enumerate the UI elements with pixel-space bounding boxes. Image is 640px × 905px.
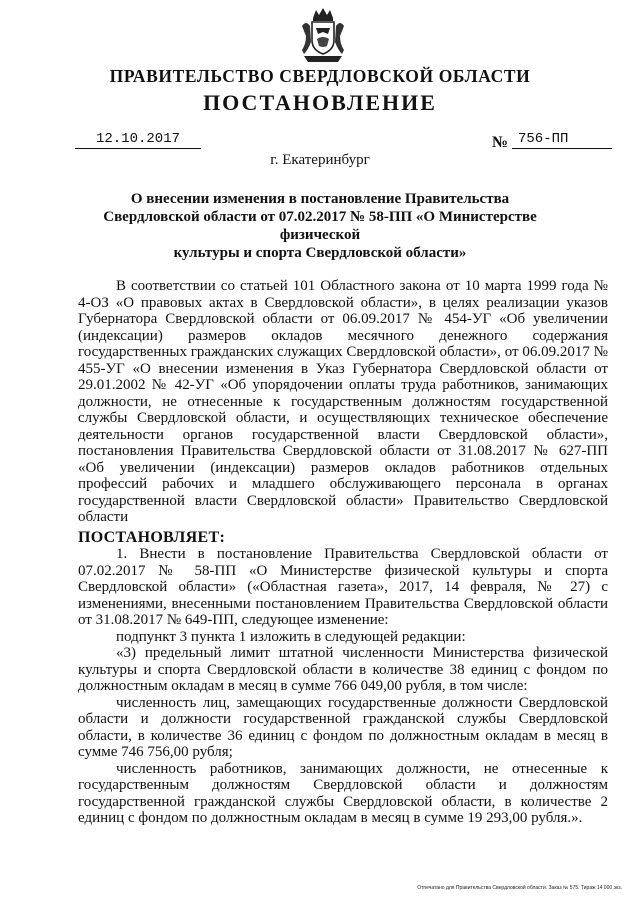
document-title [70,190,570,262]
organization-title: ПРАВИТЕЛЬСТВО СВЕРДЛОВСКОЙ ОБЛАСТИ [109,66,531,86]
document-date: 12.10.2017 [75,131,201,149]
document-number: 756-ПП [512,131,612,149]
quote-paragraph: численность работников, занимающих должности, не отнесенные к государственным должностям Свердловской области и должностям государственной гражданской службы Свердловской области, в количестве 2 единиц с фондом по должностным окладам в месяц в сумме 19 293,00 рубля.». [78,760,608,826]
title-line: О внесении изменения в постановление Правительства [130,191,510,207]
coat-of-arms-icon [298,6,348,64]
city: г. Екатеринбург [270,152,370,168]
quote-paragraph: численность лиц, замещающих государственные должности Свердловской области и должности государственной гражданской службы Свердловской области, в количестве 36 единиц с фондом по должностным окладам в месяц в сумме 746 756,00 рубля; [78,694,608,760]
quote-paragraph: «3) предельный лимит штатной численности Министерства физической культуры и спорта Свердловской области в количестве 38 единиц с фондом по должностным окладам в месяц в сумме 766 049,00 рубля, в том числе: [78,645,608,694]
item-paragraph: 1. Внести в постановление Правительства Свердловской области от 07.02.2017 № 58-ПП «О Министерстве физической культуры и спорта Свердловской области» («Областная газета», 2017, 14 февраля, № 27) с изменениями, внесенными постановлением Правительства Свердловской области от 31.08.2017 № 649-ПП, следующее изменение: [78,546,608,628]
subitem-paragraph: подпункт 3 пункта 1 изложить в следующей редакции: [116,628,466,645]
document-type: ПОСТАНОВЛЕНИЕ [203,90,437,115]
title-line: культуры и спорта Свердловской области» [173,245,467,261]
preamble-paragraph: В соответствии со статьей 101 Областного закона от 10 марта 1999 года № 4-ОЗ «О правовых актах в Свердловской области», в целях реализации указов Губернатора Свердловской области от 06.09.2017 № 454-УГ «Об увеличении (индексации) размеров окладов месячного денежного содержания государственных гражданских служащих Свердловской области», от 06.09.2017 № 455-УГ «О внесении изменения в Указ Губернатора Свердловской области от 29.01.2002 № 42-УГ «Об упорядочении оплаты труда работников, занимающих должности, не отнесенные к государственным должностям государственной службы Свердловской области, и осуществляющих техническое обеспечение деятельности органов государственной власти Свердловской области», постановления Правительства Свердловской области от 31.08.2017 № 627-ПП «Об увеличении (индексации) размеров окладов работников отдельных профессий рабочих и младшего обслуживающего персонала в органах государственной власти Свердловской области» Правительство Свердловской области [78,278,608,525]
document-body [78,278,608,827]
print-note: Отпечатано для Правительства Свердловской области. Заказ № 575. Тираж 14 000 экз. [417,885,622,891]
number-sign: № [492,134,509,151]
title-line: Свердловской области от 07.02.2017 № 58-ПП «О Министерстве физической [103,209,537,243]
resolve-heading: ПОСТАНОВЛЯЕТ: [78,528,226,546]
